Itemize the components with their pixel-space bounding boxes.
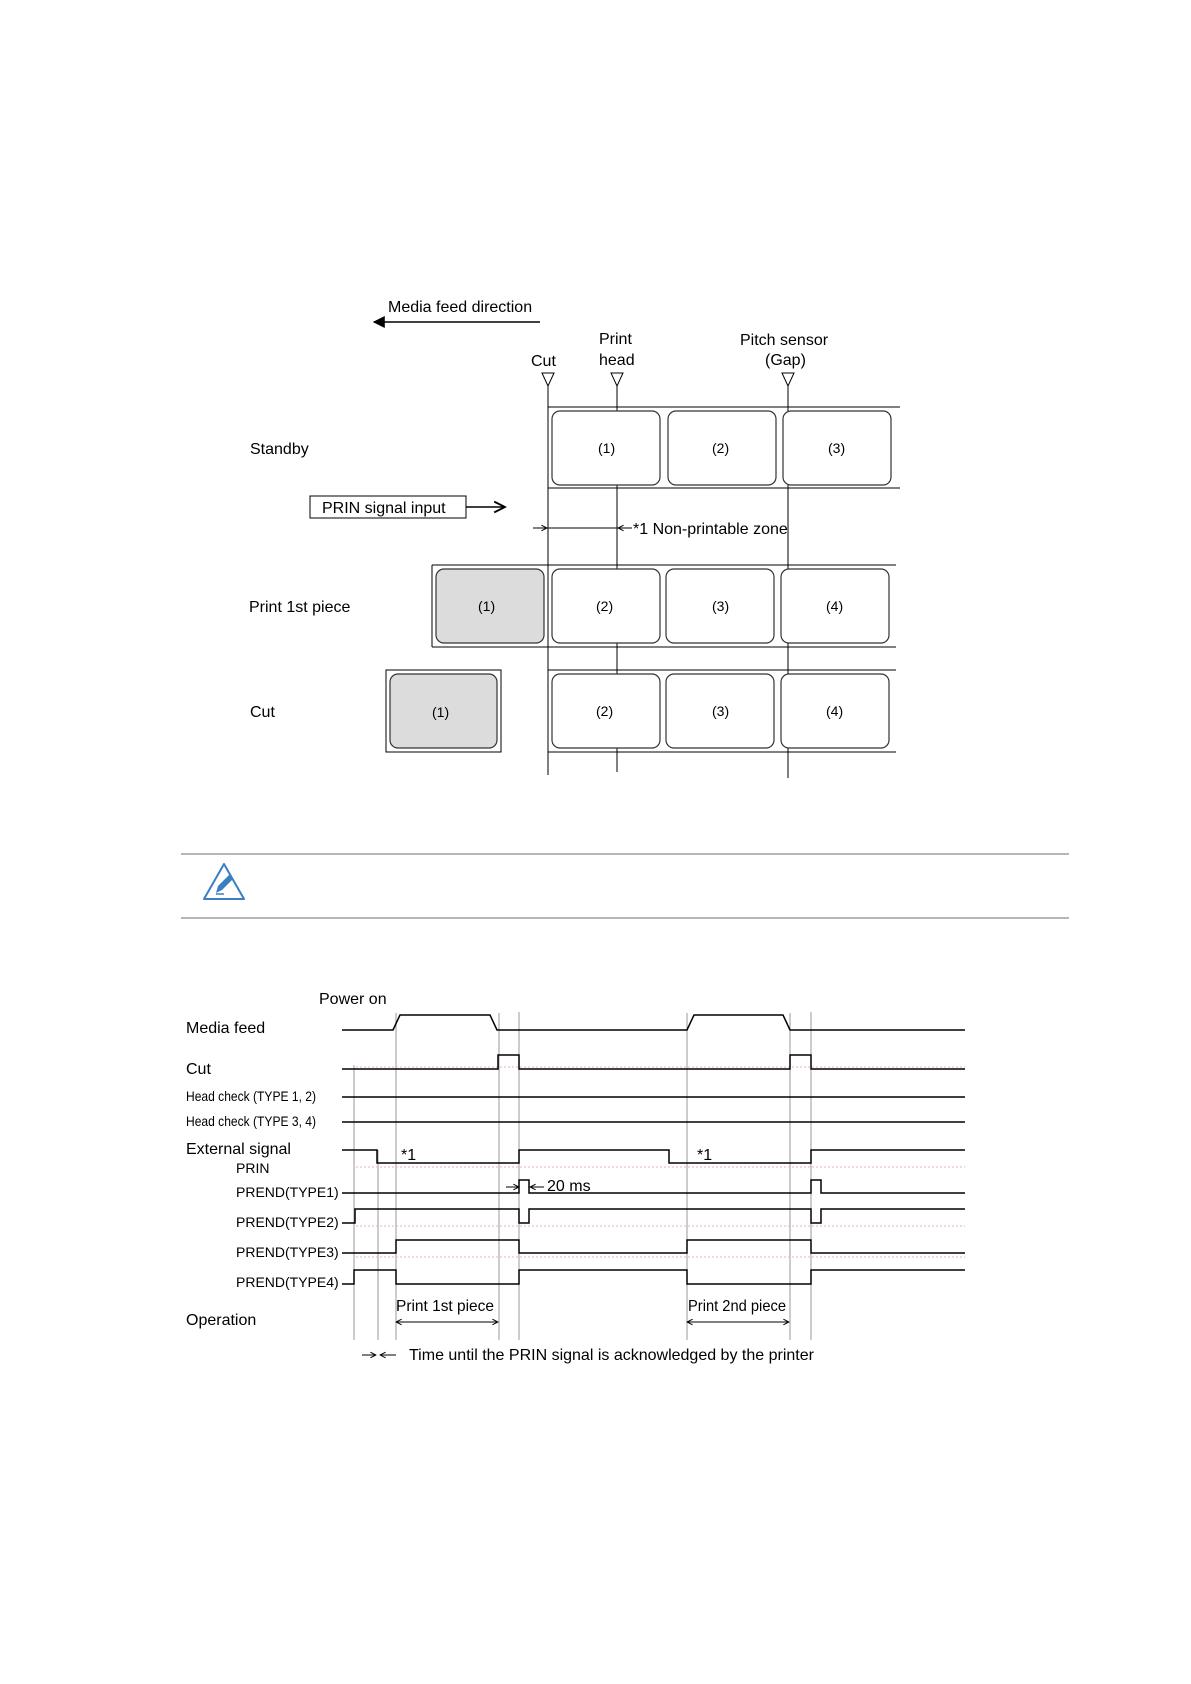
label-standby-3-text: (3) [828, 440, 846, 456]
pitch-sensor-label-1: Pitch sensor [740, 332, 829, 349]
label-standby-1-text: (1) [598, 440, 616, 456]
row-label-prend2: PREND(TYPE2) [236, 1214, 339, 1230]
operation-print-1st: Print 1st piece [396, 1298, 495, 1315]
label-cut-2-text: (2) [596, 703, 614, 719]
label-print-2-text: (2) [596, 598, 614, 614]
row-label-head-check-34: Head check (TYPE 3, 4) [186, 1113, 316, 1129]
stage-label-standby: Standby [250, 441, 309, 458]
stage-label-print-1st: Print 1st piece [249, 599, 351, 616]
label-print-1-text: (1) [478, 598, 496, 614]
label-cut-3-text: (3) [712, 703, 730, 719]
print-head-label-2: head [599, 352, 635, 369]
row-label-external-signal: External signal [186, 1141, 291, 1158]
stage-label-cut: Cut [250, 704, 275, 721]
label-cut-4-text: (4) [826, 703, 844, 719]
row-label-cut: Cut [186, 1061, 211, 1078]
print-head-label-1: Print [599, 331, 632, 348]
cut-marker-triangle [542, 373, 554, 386]
power-on-label: Power on [319, 991, 387, 1008]
pitch-sensor-triangle [782, 373, 794, 386]
pitch-sensor-label-2: (Gap) [765, 352, 806, 369]
feed-direction-label: Media feed direction [388, 299, 533, 316]
row-label-operation: Operation [186, 1312, 257, 1329]
wave-prend4 [342, 1270, 965, 1284]
row-label-media-feed: Media feed [186, 1020, 266, 1037]
prin-note-2: *1 [697, 1147, 713, 1164]
wave-prend1 [342, 1180, 965, 1193]
pencil-note-icon [204, 864, 244, 899]
label-print-4-text: (4) [826, 598, 844, 614]
prin-note-1: *1 [401, 1147, 417, 1164]
note-box [181, 854, 1069, 918]
label-print-3-text: (3) [712, 598, 730, 614]
operation-print-2nd: Print 2nd piece [688, 1298, 787, 1315]
ack-time-label: Time until the PRIN signal is acknowledged by the printer [409, 1347, 814, 1364]
label-cut-1-text: (1) [432, 704, 450, 720]
label-standby-2-text: (2) [712, 440, 730, 456]
print-head-triangle [611, 373, 623, 386]
non-printable-label: *1 Non-printable zone [633, 521, 788, 538]
prin-input-label: PRIN signal input [322, 500, 446, 517]
row-label-head-check-12: Head check (TYPE 1, 2) [186, 1088, 316, 1104]
row-label-prend1: PREND(TYPE1) [236, 1184, 339, 1200]
wave-prin [342, 1150, 965, 1163]
cut-marker-label: Cut [531, 353, 556, 370]
media-feed-diagram [249, 299, 900, 778]
timing-diagram [186, 991, 965, 1364]
wave-media-feed [342, 1015, 965, 1030]
wave-prend2 [342, 1209, 965, 1223]
pulse-20ms-label: 20 ms [547, 1178, 591, 1195]
wave-prend3 [342, 1240, 965, 1253]
row-label-prend4: PREND(TYPE4) [236, 1274, 339, 1290]
row-label-prend3: PREND(TYPE3) [236, 1244, 339, 1260]
row-label-prin: PRIN [236, 1160, 270, 1176]
